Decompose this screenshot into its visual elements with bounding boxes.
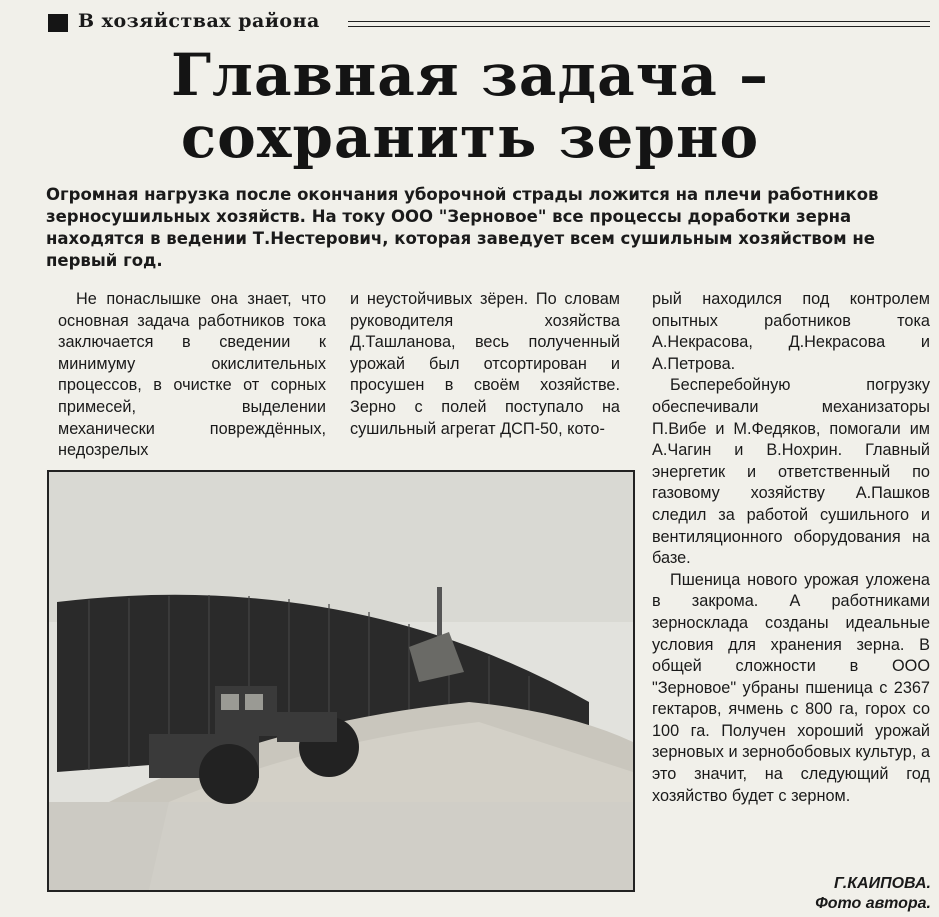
column-1-text: Не понаслышке она знает, что основная задача работников тока заключается в сведении к минимуму окислительных процессов, в очистке от сорных примесей, выделении механически повреждённых, недозрелых: [58, 290, 326, 460]
headline-line-1: Главная задача –: [171, 41, 769, 109]
rubric-header: [48, 10, 936, 38]
rubric-label: В хозяйствах района: [78, 10, 320, 32]
photo-grain-warehouse-tractor: [49, 472, 633, 890]
column-2-text: и неустойчивых зёрен. По словам руководителя хозяйства Д.Ташланова, весь полученный урожай был отсортирован и просушен в своём хозяйстве. Зерно с полей поступало на сушильный агрегат ДСП-50, кото-: [350, 290, 620, 438]
article-photo: [47, 470, 635, 892]
column-3-paragraph-2: Бесперебойную погрузку обеспечивали механизаторы П.Вибе и М.Федяков, помогали им А.Чагин и В.Нохрин. Главный энергетик и ответственный по газовому хозяйству А.Пашков следил за работой сушильного и вентиляционного оборудования на базе.: [652, 376, 930, 568]
column-3-paragraph-3: Пшеница нового урожая уложена в закрома. А работниками зерносклада созданы идеальные условия для хранения зерна. В общей сложности в ООО "Зерновое" убраны пшеница с 2367 гектаров, ячмень с 800 га, горох со 100 га. Получен хороший урожай зерновых и зернобобовых культур, а это значит, на следующий год хозяйство будет с зерном.: [652, 570, 930, 805]
signature: [815, 874, 931, 914]
photo-credit: Фото автора.: [815, 895, 931, 912]
article-column-1: [58, 289, 326, 462]
headline-line-2: сохранить зерно: [180, 103, 760, 171]
rubric-rule: [348, 21, 930, 27]
headline: [120, 41, 820, 171]
author-name: Г.КАИПОВА.: [833, 875, 931, 892]
rubric-square-icon: [48, 14, 68, 32]
column-3-paragraph-1: рый находился под контролем опытных работников тока А.Некрасова, Д.Некрасова и А.Петрова.: [652, 290, 930, 373]
article-column-3: [652, 289, 930, 807]
lead-paragraph: Огромная нагрузка после окончания уборочной страды ложится на плечи работников зерносушильных хозяйств. На току ООО "Зерновое" все процессы доработки зерна находятся в ведении Т.Нестерович, которая заведует всем сушильным хозяйством не первый год.: [46, 185, 879, 270]
article-column-2: [350, 289, 620, 440]
